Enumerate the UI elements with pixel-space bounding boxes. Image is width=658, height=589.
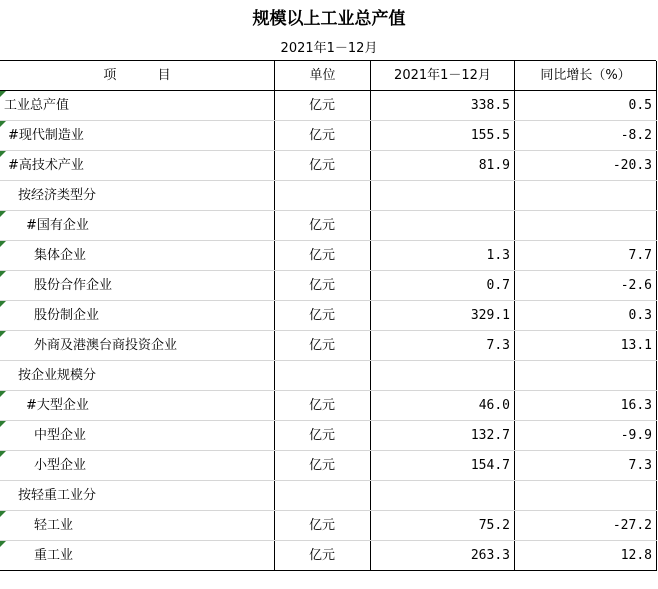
row-growth: -9.9 xyxy=(515,421,657,451)
row-item-name: 轻工业 xyxy=(0,511,275,541)
table-row xyxy=(0,511,657,541)
table-row xyxy=(0,331,657,361)
row-item-name: 中型企业 xyxy=(0,421,275,451)
row-item-name: 股份合作企业 xyxy=(0,271,275,301)
cell-note-marker xyxy=(0,271,6,277)
row-item-name: 按经济类型分 xyxy=(0,181,275,211)
cell-note-marker xyxy=(0,391,6,397)
row-growth: -27.2 xyxy=(515,511,657,541)
row-value: 75.2 xyxy=(371,511,515,541)
header-growth: 同比增长（%） xyxy=(515,61,657,91)
table-row xyxy=(0,241,657,271)
table-row xyxy=(0,121,657,151)
row-value: 81.9 xyxy=(371,151,515,181)
page-title: 规模以上工业总产值 xyxy=(252,9,406,29)
row-value: 263.3 xyxy=(371,541,515,571)
table-row xyxy=(0,151,657,181)
row-item-name: #高技术产业 xyxy=(0,151,275,181)
row-item-name: 集体企业 xyxy=(0,241,275,271)
row-unit: 亿元 xyxy=(275,301,371,331)
row-value: 7.3 xyxy=(371,331,515,361)
table-row xyxy=(0,301,657,331)
cell-note-marker xyxy=(0,121,6,127)
row-value: 132.7 xyxy=(371,421,515,451)
header-value: 2021年1－12月 xyxy=(371,61,515,91)
cell-note-marker xyxy=(0,91,6,97)
table-header-row xyxy=(0,61,657,91)
table-row xyxy=(0,451,657,481)
cell-note-marker xyxy=(0,151,6,157)
report-period: 2021年1－12月 xyxy=(280,41,378,56)
row-unit: 亿元 xyxy=(275,331,371,361)
table-row xyxy=(0,481,657,511)
cell-note-marker xyxy=(0,421,6,427)
row-growth: 0.3 xyxy=(515,301,657,331)
table-row xyxy=(0,91,657,121)
cell-note-marker xyxy=(0,331,6,337)
row-growth: -20.3 xyxy=(515,151,657,181)
row-value xyxy=(371,361,515,391)
row-unit xyxy=(275,181,371,211)
row-item-name: 重工业 xyxy=(0,541,275,571)
row-value xyxy=(371,481,515,511)
row-growth: -8.2 xyxy=(515,121,657,151)
table-row xyxy=(0,391,657,421)
row-item-name: 小型企业 xyxy=(0,451,275,481)
row-unit xyxy=(275,481,371,511)
table-row xyxy=(0,421,657,451)
row-unit: 亿元 xyxy=(275,511,371,541)
row-item-name: #现代制造业 xyxy=(0,121,275,151)
row-item-name: #国有企业 xyxy=(0,211,275,241)
table-row xyxy=(0,181,657,211)
row-unit: 亿元 xyxy=(275,541,371,571)
cell-note-marker xyxy=(0,301,6,307)
output-table xyxy=(0,61,657,571)
row-value: 154.7 xyxy=(371,451,515,481)
row-item-name: 按轻重工业分 xyxy=(0,481,275,511)
row-item-name: 按企业规模分 xyxy=(0,361,275,391)
row-growth: 7.3 xyxy=(515,451,657,481)
row-value: 329.1 xyxy=(371,301,515,331)
cell-note-marker xyxy=(0,241,6,247)
row-unit: 亿元 xyxy=(275,121,371,151)
row-value: 155.5 xyxy=(371,121,515,151)
header-item: 项 目 xyxy=(0,61,275,91)
row-item-name: 外商及港澳台商投资企业 xyxy=(0,331,275,361)
row-value: 0.7 xyxy=(371,271,515,301)
row-growth: -2.6 xyxy=(515,271,657,301)
cell-note-marker xyxy=(0,211,6,217)
row-growth: 12.8 xyxy=(515,541,657,571)
header-unit: 单位 xyxy=(275,61,371,91)
row-value: 1.3 xyxy=(371,241,515,271)
row-unit: 亿元 xyxy=(275,451,371,481)
row-item-name: 股份制企业 xyxy=(0,301,275,331)
row-growth: 16.3 xyxy=(515,391,657,421)
row-growth xyxy=(515,361,657,391)
table-row xyxy=(0,361,657,391)
row-growth: 13.1 xyxy=(515,331,657,361)
row-unit: 亿元 xyxy=(275,91,371,121)
cell-note-marker xyxy=(0,541,6,547)
table-row xyxy=(0,541,657,571)
row-unit: 亿元 xyxy=(275,241,371,271)
row-unit: 亿元 xyxy=(275,271,371,301)
row-growth xyxy=(515,481,657,511)
row-growth: 7.7 xyxy=(515,241,657,271)
row-unit: 亿元 xyxy=(275,211,371,241)
cell-note-marker xyxy=(0,511,6,517)
row-growth: 0.5 xyxy=(515,91,657,121)
row-growth xyxy=(515,181,657,211)
row-item-name: 工业总产值 xyxy=(0,91,275,121)
row-unit: 亿元 xyxy=(275,391,371,421)
row-unit: 亿元 xyxy=(275,151,371,181)
row-unit: 亿元 xyxy=(275,421,371,451)
row-item-name: #大型企业 xyxy=(0,391,275,421)
cell-note-marker xyxy=(0,451,6,457)
row-unit xyxy=(275,361,371,391)
table-row xyxy=(0,211,657,241)
row-growth xyxy=(515,211,657,241)
row-value: 338.5 xyxy=(371,91,515,121)
row-value xyxy=(371,181,515,211)
row-value xyxy=(371,211,515,241)
table-row xyxy=(0,271,657,301)
row-value: 46.0 xyxy=(371,391,515,421)
